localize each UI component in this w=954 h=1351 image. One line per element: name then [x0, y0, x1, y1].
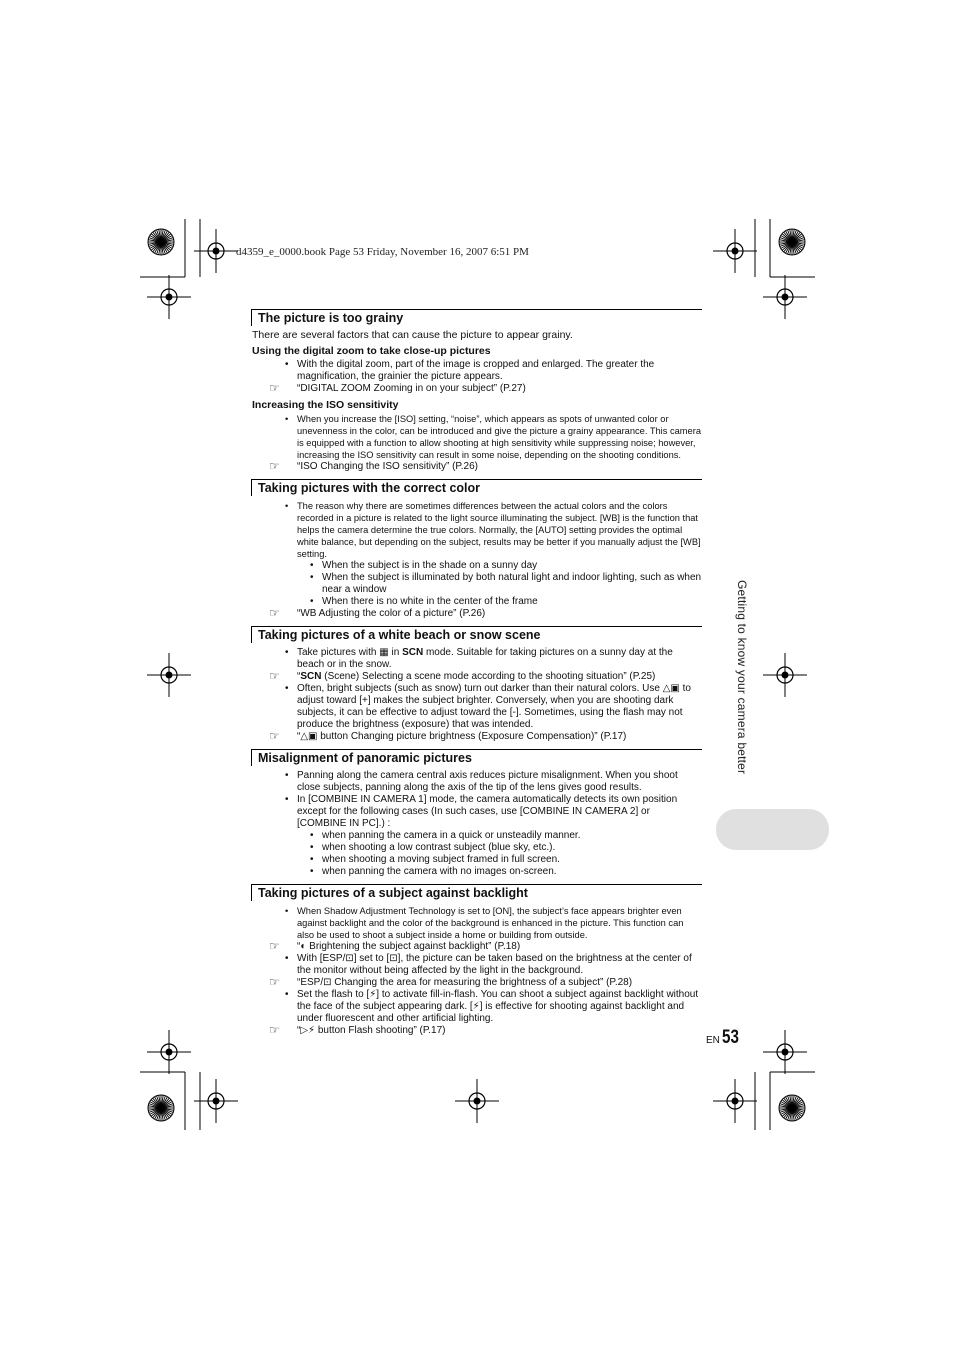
sub-list-item: • when panning the camera in a quick or unsteadily manner. — [251, 830, 702, 842]
section-heading: Taking pictures of a subject against backlight — [251, 884, 702, 901]
section-heading: The picture is too grainy — [251, 309, 702, 326]
beach-snow-mode-icon: ▦ — [379, 647, 389, 658]
troubleshooting-content — [251, 309, 702, 1037]
reference-item — [251, 671, 702, 683]
list-item: • Panning along the camera central axis reduces picture misalignment. When you shoot close subjects, panning along the axis of the tip of the lens gives good results. — [251, 770, 702, 794]
reference-text: “◐ Brightening the subject against backlight” (P.18) — [297, 941, 521, 952]
reference-text: “DIGITAL ZOOM Zooming in on your subject” (P.27) — [297, 383, 526, 394]
registration-mark-icon — [763, 653, 807, 697]
registration-mark-icon — [147, 1030, 191, 1074]
reference-text: “ISO Changing the ISO sensitivity” (P.26) — [297, 461, 479, 472]
item-text: mode. Suitable for taking pictures on a sunny day at the beach or in the snow. — [297, 647, 673, 670]
sub-list-item: • When there is no white in the center of the frame — [251, 596, 702, 608]
section-correct-color — [251, 479, 702, 620]
item-text: in — [388, 647, 403, 658]
reference-item — [251, 977, 702, 989]
list-item: • In [COMBINE IN CAMERA 1] mode, the camera automatically detects its own position except for the following cases (In such cases, use [COMBINE IN CAMERA 2] or [COMBINE IN PC].) : — [251, 794, 702, 830]
reference-item — [251, 941, 702, 953]
list-item: • When Shadow Adjustment Technology is set to [ON], the subject’s face appears brighter even against backlight and the color of the background is enhanced in the picture. This function can also be used to shoot a subject inside a home or building from outside. — [251, 905, 702, 941]
pointing-hand-icon: ☞ — [269, 975, 280, 989]
list-item — [251, 647, 702, 671]
sub-list-item: • when shooting a moving subject framed in full screen. — [251, 854, 702, 866]
pointing-hand-icon: ☞ — [269, 606, 280, 620]
scene-mode-icon: SCN — [402, 647, 424, 658]
section-grainy — [251, 309, 702, 473]
registration-mark-icon — [763, 275, 807, 319]
section-intro: There are several factors that can cause the picture to appear grainy. — [252, 329, 573, 341]
list-item: • With [ESP/⊡] set to [⊡], the picture can be taken based on the brightness at the center of the monitor without being affected by the light in the background. — [251, 953, 702, 977]
list-item: • When you increase the [ISO] setting, “noise”, which appears as spots of unwanted color or unevenness in the color, can be introduced and give the picture a grainy appearance. This camera is equipped with a function to allow shooting at high sensitivity while suppressing noise; however, increasing the ISO sensitivity can result in some noise, depending on the shooting conditions. — [251, 413, 702, 461]
registration-mark-icon — [713, 229, 757, 273]
pointing-hand-icon: ☞ — [269, 381, 280, 395]
registration-mark-icon — [455, 1079, 499, 1123]
section-heading: Taking pictures with the correct color — [251, 479, 702, 496]
reference-item — [251, 608, 702, 620]
side-tab-label: Getting to know your camera better — [735, 580, 749, 775]
item-text: Take pictures with — [297, 647, 380, 658]
list-item: • Set the flash to [⚡] to activate fill-in-flash. You can shoot a subject against backlight without the face of the subject appearing dark. [⚡] is effective for shooting against backlight and under fluorescent and other artificial lighting. — [251, 989, 702, 1025]
sub-list-item: • When the subject is illuminated by both natural light and indoor lighting, such as when near a window — [251, 572, 702, 596]
pointing-hand-icon: ☞ — [269, 939, 280, 953]
folio-language: EN — [706, 1035, 720, 1046]
registration-mark-icon — [194, 229, 238, 273]
reference-text: “▷⚡ button Flash shooting” (P.17) — [297, 1025, 446, 1036]
list-item: • The reason why there are sometimes differences between the actual colors and the colors recorded in a picture is related to the light source illuminating the subject. [WB] is the function that helps the camera determine the true colors. Normally, the [AUTO] setting provides the optimal white balance, but depending on the subject, results may be better if you manually adjust the [WB] setting. — [251, 500, 702, 560]
starburst-target-icon — [148, 229, 174, 255]
print-header: d4359_e_0000.book Page 53 Friday, November 16, 2007 6:51 PM — [236, 246, 529, 258]
section-heading: Taking pictures of a white beach or snow scene — [251, 626, 702, 643]
side-tab-marker — [716, 809, 829, 850]
registration-mark-icon — [147, 653, 191, 697]
subsection-heading: Increasing the ISO sensitivity — [252, 399, 399, 411]
registration-mark-icon — [147, 275, 191, 319]
sub-list-item: • when panning the camera with no images on-screen. — [251, 866, 702, 878]
page-number: 53 — [722, 1027, 739, 1048]
registration-mark-icon — [763, 1030, 807, 1074]
section-beach-snow — [251, 626, 702, 743]
scene-mode-icon: SCN — [300, 671, 322, 682]
reference-text: “ESP/⊡ Changing the area for measuring the brightness of a subject” (P.28) — [297, 977, 633, 988]
section-heading: Misalignment of panoramic pictures — [251, 749, 702, 766]
subsection-heading: Using the digital zoom to take close-up pictures — [252, 345, 491, 357]
sub-list-item: • when shooting a low contrast subject (blue sky, etc.). — [251, 842, 702, 854]
list-item: • With the digital zoom, part of the image is cropped and enlarged. The greater the magnification, the grainier the picture appears. — [251, 359, 702, 383]
list-item: • Often, bright subjects (such as snow) turn out darker than their natural colors. Use △▣ to adjust toward [+] makes the subject brighter. Conversely, when you are shooting dark subjects, it can be effective to adjust toward the [-]. Sometimes, using the flash may not produce the brightness (exposure) that was intended. — [251, 683, 702, 731]
reference-item — [251, 1025, 702, 1037]
reference-text: (Scene) Selecting a scene mode according to the shooting situation” (P.25) — [321, 671, 656, 682]
starburst-target-icon — [148, 1095, 174, 1121]
reference-item — [251, 731, 702, 743]
pointing-hand-icon: ☞ — [269, 669, 280, 683]
reference-item — [251, 461, 702, 473]
reference-item — [251, 383, 702, 395]
reference-text: “ — [297, 671, 301, 682]
reference-text: “△▣ button Changing picture brightness (Exposure Compensation)” (P.17) — [297, 731, 627, 742]
starburst-target-icon — [779, 1095, 805, 1121]
section-panoramic — [251, 749, 702, 878]
reference-text: “WB Adjusting the color of a picture” (P.26) — [297, 608, 486, 619]
starburst-target-icon — [779, 229, 805, 255]
pointing-hand-icon: ☞ — [269, 459, 280, 473]
sub-list-item: • When the subject is in the shade on a sunny day — [251, 560, 702, 572]
pointing-hand-icon: ☞ — [269, 729, 280, 743]
registration-mark-icon — [194, 1079, 238, 1123]
registration-mark-icon — [713, 1079, 757, 1123]
pointing-hand-icon: ☞ — [269, 1023, 280, 1037]
section-backlight — [251, 884, 702, 1037]
